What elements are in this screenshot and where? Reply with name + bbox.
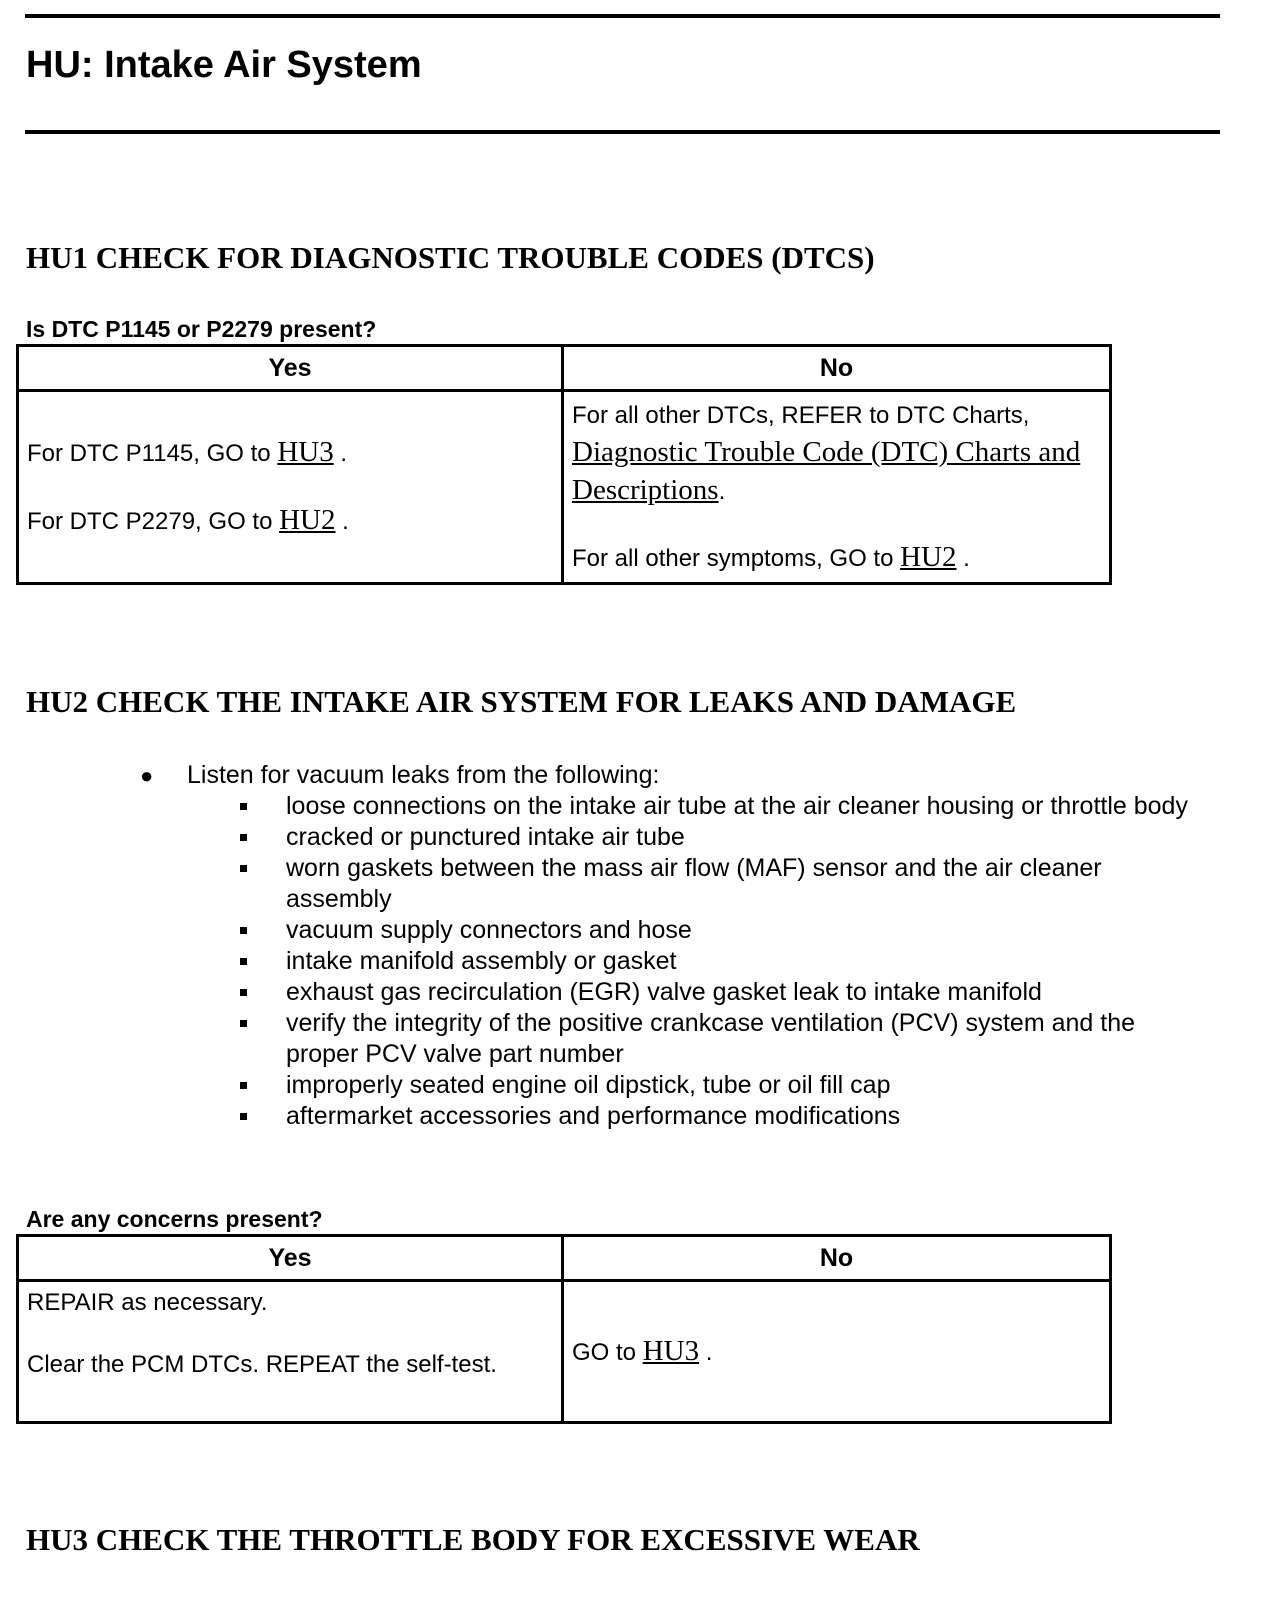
hu1-answer-table <box>16 344 1112 585</box>
link-hu3[interactable]: HU3 <box>277 436 334 468</box>
square-bullet-icon <box>240 803 247 810</box>
hu1-no-cell <box>563 391 1111 584</box>
hu2-heading: HU2 CHECK THE INTAKE AIR SYSTEM FOR LEAKS AND DAMAGE <box>26 684 1017 719</box>
hu1-no-header: No <box>563 346 1111 391</box>
hu2-no-line: GO to HU3 . <box>572 1334 713 1367</box>
square-bullet-icon <box>240 865 247 872</box>
list-item: improperly seated engine oil dipstick, tube or oil fill cap <box>237 1070 1197 1101</box>
list-item: loose connections on the intake air tube at the air cleaner housing or throttle body <box>237 791 1197 822</box>
top-rule <box>25 14 1220 18</box>
hu2-no-cell <box>563 1281 1111 1423</box>
link-hu2[interactable]: HU2 <box>279 504 336 536</box>
hu1-no-line-1: For all other DTCs, REFER to DTC Charts, Diagnostic Trouble Code (DTC) Charts and Descriptions. <box>572 402 1081 506</box>
list-item: cracked or punctured intake air tube <box>237 822 1197 853</box>
hu1-question: Is DTC P1145 or P2279 present? <box>26 316 377 342</box>
square-bullet-icon <box>240 834 247 841</box>
link-hu3[interactable]: HU3 <box>642 1334 700 1367</box>
hu2-leak-checklist <box>237 791 1197 1132</box>
hu3-heading: HU3 CHECK THE THROTTLE BODY FOR EXCESSIVE WEAR <box>26 1522 920 1557</box>
square-bullet-icon <box>240 989 247 996</box>
title-rule <box>25 130 1220 134</box>
hu1-yes-header: Yes <box>18 346 563 391</box>
link-hu2[interactable]: HU2 <box>900 541 957 573</box>
square-bullet-icon <box>240 1082 247 1089</box>
square-bullet-icon <box>240 958 247 965</box>
hu2-yes-line-1: REPAIR as necessary. <box>27 1289 268 1316</box>
hu2-yes-cell <box>18 1281 563 1423</box>
hu2-question: Are any concerns present? <box>26 1206 323 1232</box>
square-bullet-icon <box>240 927 247 934</box>
square-bullet-icon <box>240 1113 247 1120</box>
page-title: HU: Intake Air System <box>26 44 422 86</box>
list-item: vacuum supply connectors and hose <box>237 915 1197 946</box>
list-item: intake manifold assembly or gasket <box>237 946 1197 977</box>
bullet-icon: ● <box>140 763 154 788</box>
hu1-yes-cell <box>18 391 563 584</box>
link-dtc-charts[interactable]: Diagnostic Trouble Code (DTC) Charts and Descriptions <box>572 436 1081 506</box>
hu1-yes-line-1: For DTC P1145, GO to HU3 . <box>27 436 348 468</box>
hu2-yes-header: Yes <box>18 1236 563 1281</box>
hu2-yes-line-2: Clear the PCM DTCs. REPEAT the self-test. <box>27 1351 497 1378</box>
hu1-heading: HU1 CHECK FOR DIAGNOSTIC TROUBLE CODES (DTCS) <box>26 240 875 275</box>
list-item: exhaust gas recirculation (EGR) valve gasket leak to intake manifold <box>237 977 1197 1008</box>
list-item: worn gaskets between the mass air flow (MAF) sensor and the air cleaner assembly <box>237 853 1197 915</box>
hu2-intro: ● Listen for vacuum leaks from the following: <box>140 761 660 789</box>
list-item: verify the integrity of the positive crankcase ventilation (PCV) system and the proper PCV valve part number <box>237 1008 1197 1070</box>
hu2-no-header: No <box>563 1236 1111 1281</box>
hu1-yes-line-2: For DTC P2279, GO to HU2 . <box>27 504 349 536</box>
square-bullet-icon <box>240 1020 247 1027</box>
hu2-answer-table <box>16 1234 1112 1424</box>
list-item: aftermarket accessories and performance modifications <box>237 1101 1197 1132</box>
hu1-no-line-2: For all other symptoms, GO to HU2 . <box>572 541 970 573</box>
